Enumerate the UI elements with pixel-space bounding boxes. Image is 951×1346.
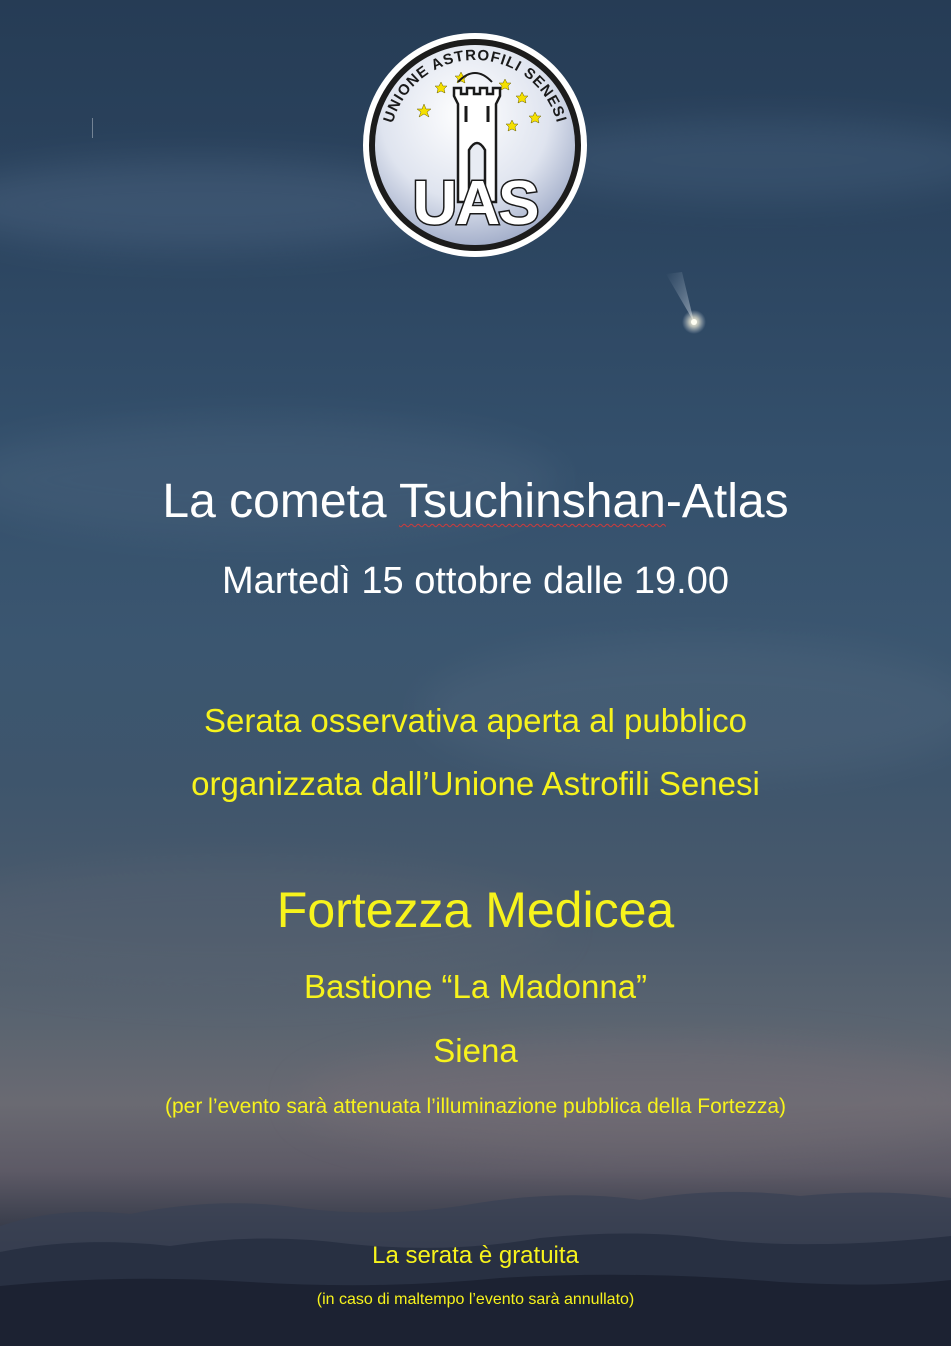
uas-logo: [362, 32, 588, 258]
event-title-suffix: -Atlas: [665, 475, 789, 528]
event-title-highlight: Tsuchinshan: [399, 475, 666, 528]
logo-monogram: UAS: [412, 169, 538, 238]
description-line-1: Serata osservativa aperta al pubblico: [204, 702, 747, 739]
event-title: [0, 474, 951, 530]
sky-mark: [92, 118, 93, 138]
lighting-note: (per l’evento sarà attenuata l’illuminazione pubblica della Fortezza): [164, 1095, 786, 1118]
city-name: Siena: [433, 1032, 518, 1069]
weather-note: (in caso di maltempo l’evento sarà annullato): [316, 1291, 635, 1308]
logo-ring-text: UNIONE ASTROFILI SENESI: [380, 46, 570, 125]
comet-icon: [660, 270, 720, 340]
event-date: Martedì 15 ottobre dalle 19.00: [221, 560, 729, 602]
free-entry: La serata è gratuita: [372, 1242, 579, 1269]
event-title-prefix: La cometa: [162, 475, 400, 528]
description-line-2: organizzata dall’Unione Astrofili Senesi: [191, 765, 760, 802]
bastion-name: Bastione “La Madonna”: [303, 968, 648, 1005]
venue-name: Fortezza Medicea: [276, 882, 675, 938]
